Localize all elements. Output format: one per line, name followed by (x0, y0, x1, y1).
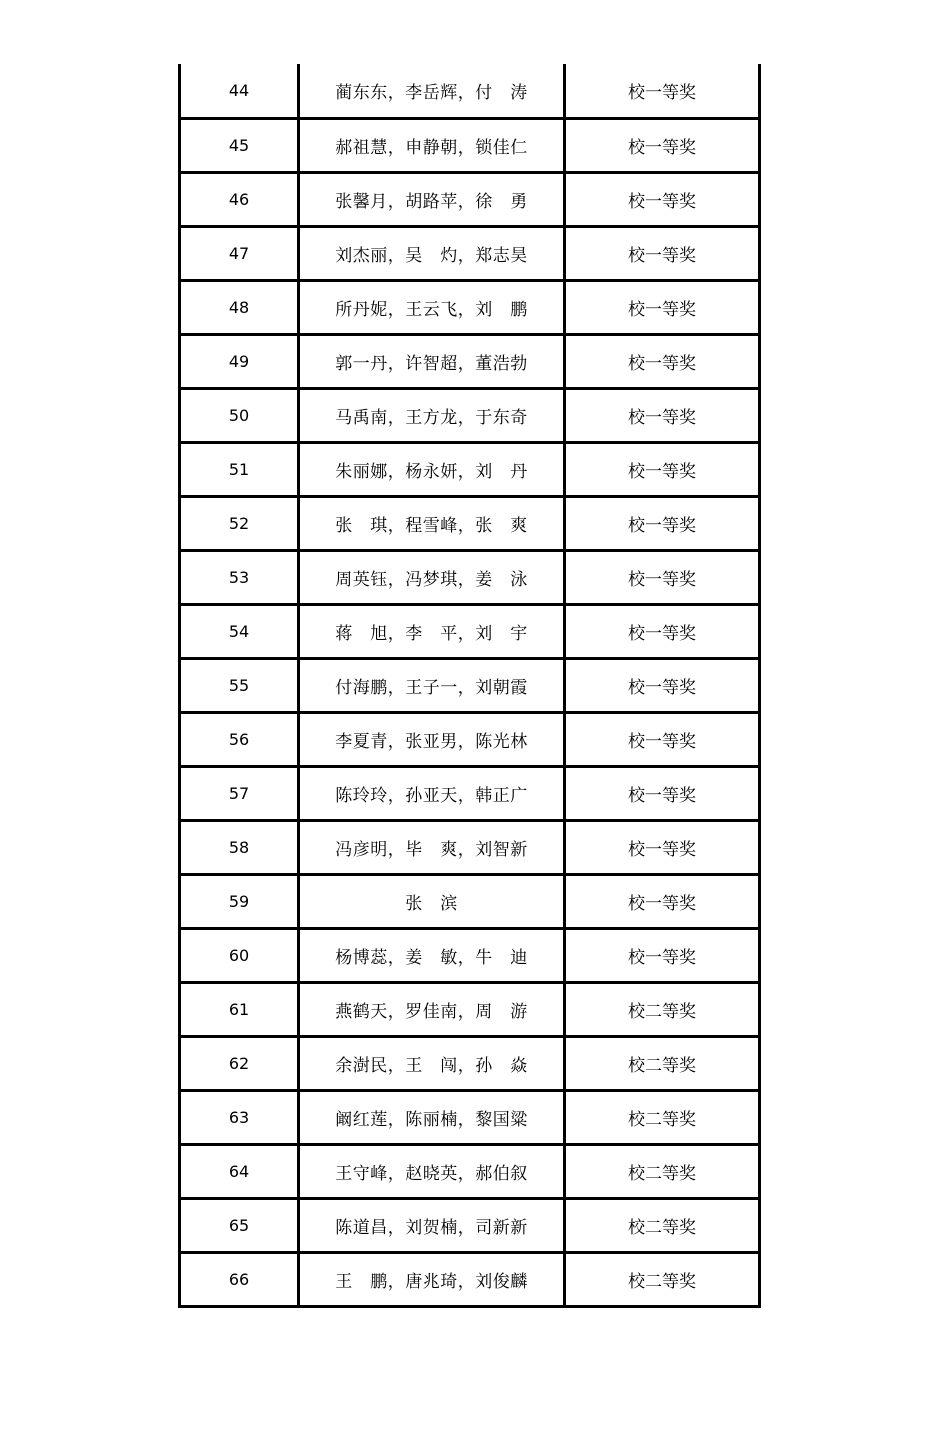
table-row (180, 334, 760, 388)
team-members-text: 李夏青，张亚男，陈光林 (335, 731, 528, 752)
award-level: 校一等奖 (565, 64, 760, 118)
team-members-text: 所丹妮，王云飞，刘 鹏 (335, 299, 528, 320)
award-level: 校一等奖 (565, 226, 760, 280)
team-members (299, 172, 565, 226)
team-members (299, 388, 565, 442)
row-number: 66 (180, 1252, 299, 1306)
table-row (180, 1198, 760, 1252)
team-members (299, 928, 565, 982)
award-level: 校一等奖 (565, 172, 760, 226)
row-number: 55 (180, 658, 299, 712)
team-members (299, 874, 565, 928)
award-level: 校二等奖 (565, 1198, 760, 1252)
team-members-text: 刘杰丽，吴 灼，郑志昊 (335, 245, 528, 266)
row-number: 57 (180, 766, 299, 820)
award-level: 校二等奖 (565, 982, 760, 1036)
team-members-text: 朱丽娜，杨永妍，刘 丹 (335, 461, 528, 482)
row-number: 58 (180, 820, 299, 874)
row-number: 61 (180, 982, 299, 1036)
award-level: 校一等奖 (565, 550, 760, 604)
team-members (299, 820, 565, 874)
row-number: 65 (180, 1198, 299, 1252)
row-number: 53 (180, 550, 299, 604)
award-level: 校一等奖 (565, 442, 760, 496)
table-row (180, 982, 760, 1036)
team-members-text: 蔺东东，李岳辉，付 涛 (335, 82, 528, 103)
team-members (299, 118, 565, 172)
award-level: 校一等奖 (565, 820, 760, 874)
row-number: 46 (180, 172, 299, 226)
table-row (180, 874, 760, 928)
team-members-text: 马禹南，王方龙，于东奇 (335, 407, 528, 428)
row-number: 64 (180, 1144, 299, 1198)
row-number: 48 (180, 280, 299, 334)
table-row (180, 442, 760, 496)
team-members (299, 496, 565, 550)
row-number: 49 (180, 334, 299, 388)
team-members-text: 王守峰，赵晓英，郝伯叙 (335, 1163, 528, 1184)
team-members-text: 王 鹏，唐兆琦，刘俊麟 (335, 1271, 528, 1292)
award-level: 校一等奖 (565, 118, 760, 172)
award-level: 校二等奖 (565, 1036, 760, 1090)
team-members-text: 阚红莲，陈丽楠，黎国粱 (335, 1109, 528, 1130)
award-level: 校一等奖 (565, 280, 760, 334)
table-row (180, 550, 760, 604)
award-table-container (178, 64, 758, 1308)
row-number: 51 (180, 442, 299, 496)
row-number: 63 (180, 1090, 299, 1144)
row-number: 56 (180, 712, 299, 766)
team-members-text: 张馨月，胡路苹，徐 勇 (335, 191, 528, 212)
row-number: 52 (180, 496, 299, 550)
table-row (180, 118, 760, 172)
award-level: 校一等奖 (565, 712, 760, 766)
table-row (180, 1144, 760, 1198)
table-row (180, 820, 760, 874)
team-members (299, 982, 565, 1036)
row-number: 45 (180, 118, 299, 172)
award-level: 校一等奖 (565, 604, 760, 658)
award-level: 校一等奖 (565, 388, 760, 442)
team-members (299, 1036, 565, 1090)
team-members-text: 陈道昌，刘贺楠，司新新 (335, 1217, 528, 1238)
team-members (299, 550, 565, 604)
award-level: 校一等奖 (565, 928, 760, 982)
row-number: 44 (180, 64, 299, 118)
row-number: 60 (180, 928, 299, 982)
row-number: 62 (180, 1036, 299, 1090)
table-row (180, 1252, 760, 1306)
team-members (299, 226, 565, 280)
team-members-text: 陈玲玲，孙亚天，韩正广 (335, 785, 528, 806)
team-members (299, 64, 565, 118)
team-members-text: 杨博蕊，姜 敏，牛 迪 (335, 947, 528, 968)
team-members-text: 余澍民，王 闯，孙 焱 (335, 1055, 528, 1076)
row-number: 50 (180, 388, 299, 442)
table-row (180, 496, 760, 550)
award-level: 校二等奖 (565, 1144, 760, 1198)
award-level: 校一等奖 (565, 496, 760, 550)
team-members (299, 1252, 565, 1306)
row-number: 47 (180, 226, 299, 280)
team-members (299, 1198, 565, 1252)
award-table (178, 64, 761, 1308)
team-members (299, 334, 565, 388)
table-row (180, 172, 760, 226)
award-level: 校一等奖 (565, 874, 760, 928)
team-members-text: 燕鹤天，罗佳南，周 游 (335, 1001, 528, 1022)
team-members (299, 280, 565, 334)
team-members-text: 冯彦明，毕 爽，刘智新 (335, 839, 528, 860)
team-members (299, 1144, 565, 1198)
table-row (180, 1036, 760, 1090)
table-row (180, 712, 760, 766)
table-row (180, 1090, 760, 1144)
row-number: 59 (180, 874, 299, 928)
team-members (299, 712, 565, 766)
team-members-text: 张 滨 (405, 893, 458, 914)
award-level: 校一等奖 (565, 334, 760, 388)
team-members-text: 郝祖慧，申静朝，锁佳仁 (335, 137, 528, 158)
team-members-text: 周英钰，冯梦琪，姜 泳 (335, 569, 528, 590)
table-row (180, 280, 760, 334)
team-members (299, 658, 565, 712)
award-level: 校二等奖 (565, 1252, 760, 1306)
table-row (180, 766, 760, 820)
table-row (180, 388, 760, 442)
team-members (299, 604, 565, 658)
award-level: 校一等奖 (565, 766, 760, 820)
team-members-text: 张 琪，程雪峰，张 爽 (335, 515, 528, 536)
table-row (180, 604, 760, 658)
team-members-text: 郭一丹，许智超，董浩勃 (335, 353, 528, 374)
award-level: 校一等奖 (565, 658, 760, 712)
table-row (180, 928, 760, 982)
table-row (180, 658, 760, 712)
award-level: 校二等奖 (565, 1090, 760, 1144)
award-table-body (180, 64, 760, 1306)
team-members (299, 442, 565, 496)
table-row (180, 226, 760, 280)
team-members-text: 蒋 旭，李 平，刘 宇 (335, 623, 528, 644)
team-members-text: 付海鹏，王子一，刘朝霞 (335, 677, 528, 698)
team-members (299, 1090, 565, 1144)
table-row (180, 64, 760, 118)
row-number: 54 (180, 604, 299, 658)
team-members (299, 766, 565, 820)
